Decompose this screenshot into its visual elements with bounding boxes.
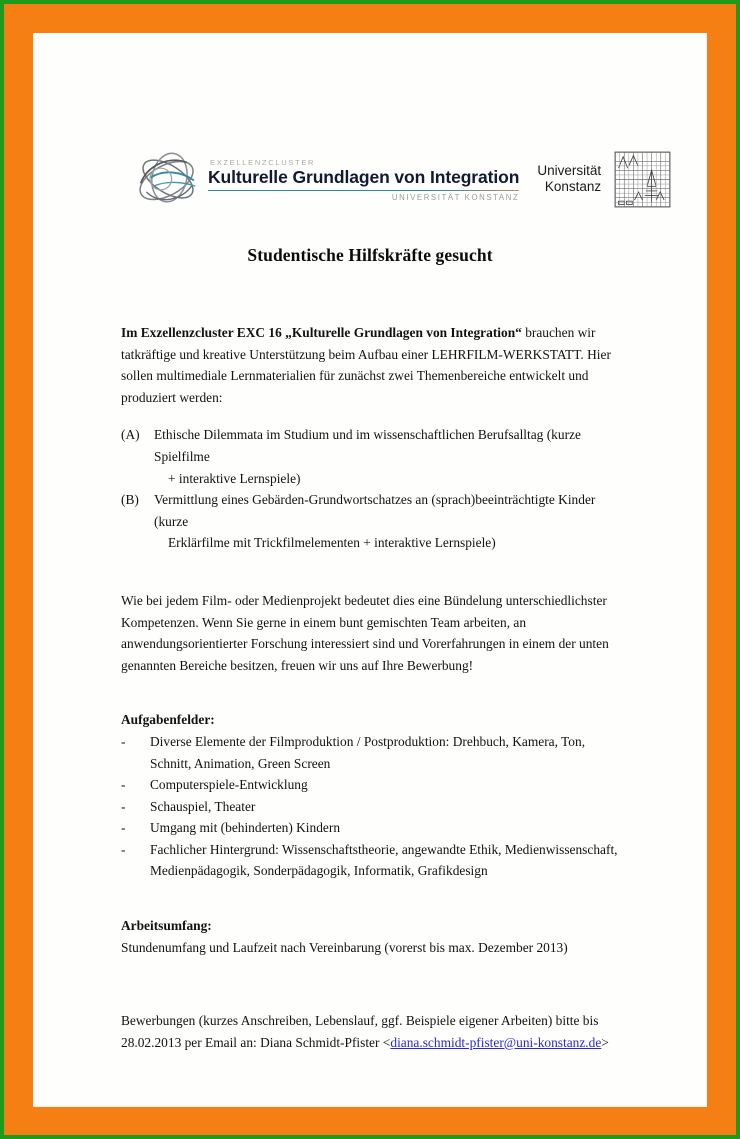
cluster-wordmark [208,156,519,203]
topic-line-1: Vermittlung eines Gebärden-Grundwortschatzes an (sprach)beeinträchtigte Kinder (kurze [154,492,596,529]
tasks-heading: Aufgabenfelder: [121,712,215,728]
list-item [121,817,626,839]
topic-text [154,489,626,554]
intro-bold-lead: Im Exzellenzcluster EXC 16 „Kulturelle Grundlagen von Integration“ [121,325,522,340]
university-line-1: Universität [537,162,602,178]
list-item [121,489,626,554]
list-item [121,774,626,796]
closing-paragraph [121,1010,626,1053]
email-link[interactable]: diana.schmidt-pfister@uni-konstanz.de [390,1034,602,1050]
topic-marker: (A) [121,427,140,443]
list-item [121,731,626,774]
topic-line-2: + interaktive Lernspiele) [168,470,301,486]
workload-text: Stundenumfang und Laufzeit nach Vereinbarung (vorerst bis max. Dezember 2013) [121,939,568,955]
bullet-marker: - [121,733,126,749]
task-text: Schauspiel, Theater [150,798,256,814]
tasks-list [121,731,626,882]
body-column [121,322,626,1053]
document-content [33,33,707,1107]
list-item [121,424,626,489]
closing-line-1: Bewerbungen (kurzes Anschreiben, Lebenslauf, ggf. Beispiele eigener Arbeiten) bitte bis [121,1013,599,1029]
intro-rest: brauchen wir tatkräftige und kreative Unterstützung beim Aufbau einer LEHRFILM-WERKSTATT. Hier sollen multimediale Lernmaterialien für zunächst zwei Themenbereiche entwickelt und produziert werden: [121,325,611,405]
task-text: Fachlicher Hintergrund: Wissenschaftstheorie, angewandte Ethik, Medienwissenschaft, Medienpädagogik, Sonderpädagogik, Informatik, Grafikdesign [150,841,618,879]
cluster-swirl-icon [132,143,204,215]
task-text: Diverse Elemente der Filmproduktion / Postproduktion: Drehbuch, Kamera, Ton, Schnitt, Animation, Green Screen [150,733,586,771]
university-line-2: Konstanz [544,179,602,194]
topics-list [121,424,626,554]
workload-heading: Arbeitsumfang: [121,918,212,934]
bullet-marker: - [121,798,126,814]
topic-marker: (B) [121,492,139,508]
task-text: Computerspiele-Entwicklung [150,777,308,793]
paper-sheet [33,33,707,1107]
topic-text [154,424,626,489]
task-text: Umgang mit (behinderten) Kindern [150,820,341,836]
cluster-name: Kulturelle Grundlagen von Integration [208,166,520,187]
page-title: Studentische Hilfskräfte gesucht [247,245,493,265]
closing-line-2-prefix: 28.02.2013 per Email an: Diana Schmidt-Pfister < [121,1034,391,1050]
header-logo-row [132,134,617,224]
cluster-eyebrow: EXZELLENZCLUSTER [210,157,316,167]
intro-paragraph [121,322,626,408]
closing-line-2-suffix: > [601,1034,609,1050]
bullet-marker: - [121,820,126,836]
bullet-marker: - [121,841,126,857]
list-item [121,796,626,818]
uni-konstanz-seal-icon [614,151,671,208]
orange-border-frame [4,4,736,1135]
bullet-marker: - [121,777,126,793]
topic-line-1: Ethische Dilemmata im Studium und im wissenschaftlichen Berufsalltag (kurze Spielfilme [154,427,581,464]
teams-paragraph: Wie bei jedem Film- oder Medienprojekt bedeutet dies eine Bündelung unterschiedlichster Kompetenzen. Wenn Sie gerne in einem bunt gemischten Team arbeiten, an anwendungsorientierter Forschung interessiert sind und Vorerfahrungen in einem der unten genannten Bereiche besitzen, freuen wir uns auf Ihre Bewerbung! [121,592,609,673]
list-item [121,839,626,882]
cluster-rule [208,190,519,192]
cluster-subline: UNIVERSITÄT KONSTANZ [391,193,520,203]
topic-line-2: Erklärfilme mit Trickfilmelementen + interaktive Lernspiele) [168,535,496,551]
university-wordmark [537,163,601,196]
